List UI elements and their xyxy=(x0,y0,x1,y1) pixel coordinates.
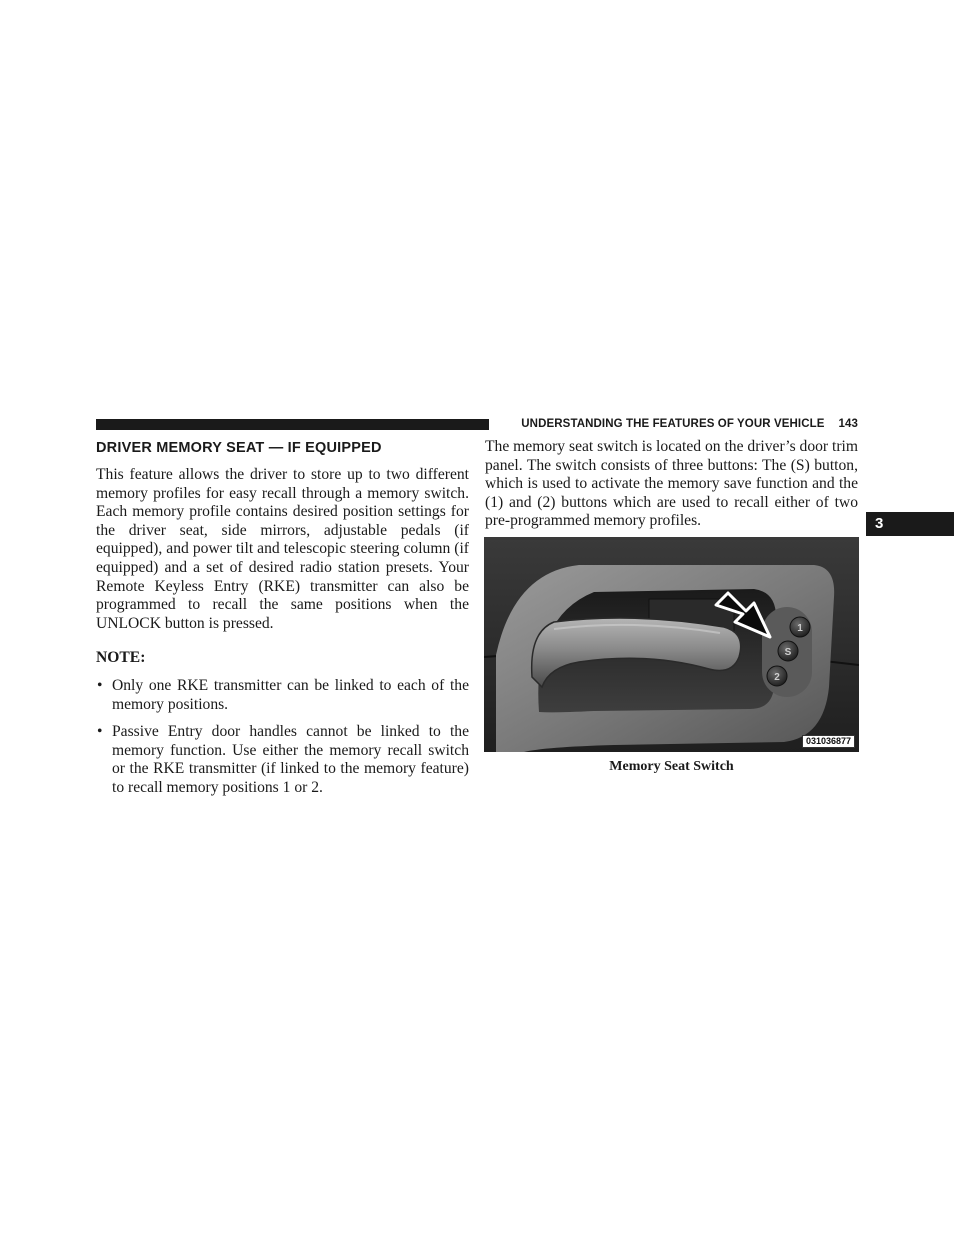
figure-caption: Memory Seat Switch xyxy=(609,759,734,774)
location-paragraph: The memory seat switch is located on the driver’s door trim panel. The switch consists of three buttons: The (S) button, which is used to activate the memory save function and the (1) and (2) buttons which are used to recall either of two pre-programmed memory profiles. xyxy=(485,438,859,530)
memory-button-1 xyxy=(790,617,810,637)
left-column xyxy=(96,438,469,807)
memory-button-2 xyxy=(767,666,787,686)
list-item xyxy=(96,723,469,797)
note-label: NOTE: xyxy=(96,649,146,667)
list-item xyxy=(96,677,469,714)
section-title: DRIVER MEMORY SEAT — IF EQUIPPED xyxy=(96,440,382,456)
chapter-tab: 3 xyxy=(866,512,954,536)
list-item-text: Passive Entry door handles cannot be linked to the memory function. Use either the memory recall switch or the RKE transmitter (if linked to the memory feature) to recall memory positions 1 or 2. xyxy=(112,723,469,796)
right-column xyxy=(485,438,858,531)
svg-text:1: 1 xyxy=(797,623,803,634)
intro-paragraph: This feature allows the driver to store up to two different memory profiles for easy recall through a memory switch. Each memory profile contains desired position settings for the driver seat, side mirrors, adjustable pedals (if equipped), and power tilt and telescopic steering column (if equipped) and a set of desired radio station presets. Your Remote Keyless Entry (RKE) transmitter can also be programmed to recall the same positions when the UNLOCK button is pressed. xyxy=(96,466,469,632)
bullet-icon: • xyxy=(97,723,103,741)
header-rule xyxy=(96,419,489,430)
note-list xyxy=(96,677,469,798)
memory-seat-switch-figure xyxy=(484,537,859,752)
figure-id: 031036877 xyxy=(802,735,855,748)
running-head xyxy=(498,418,858,430)
memory-button-s xyxy=(778,641,798,661)
running-head-text: UNDERSTANDING THE FEATURES OF YOUR VEHICLE xyxy=(521,418,825,430)
list-item-text: Only one RKE transmitter can be linked to each of the memory positions. xyxy=(112,676,469,713)
svg-text:S: S xyxy=(784,647,792,658)
svg-text:2: 2 xyxy=(774,672,780,683)
page-number: 143 xyxy=(838,418,858,430)
bullet-icon: • xyxy=(97,676,103,694)
door-handle-illustration xyxy=(484,537,859,752)
